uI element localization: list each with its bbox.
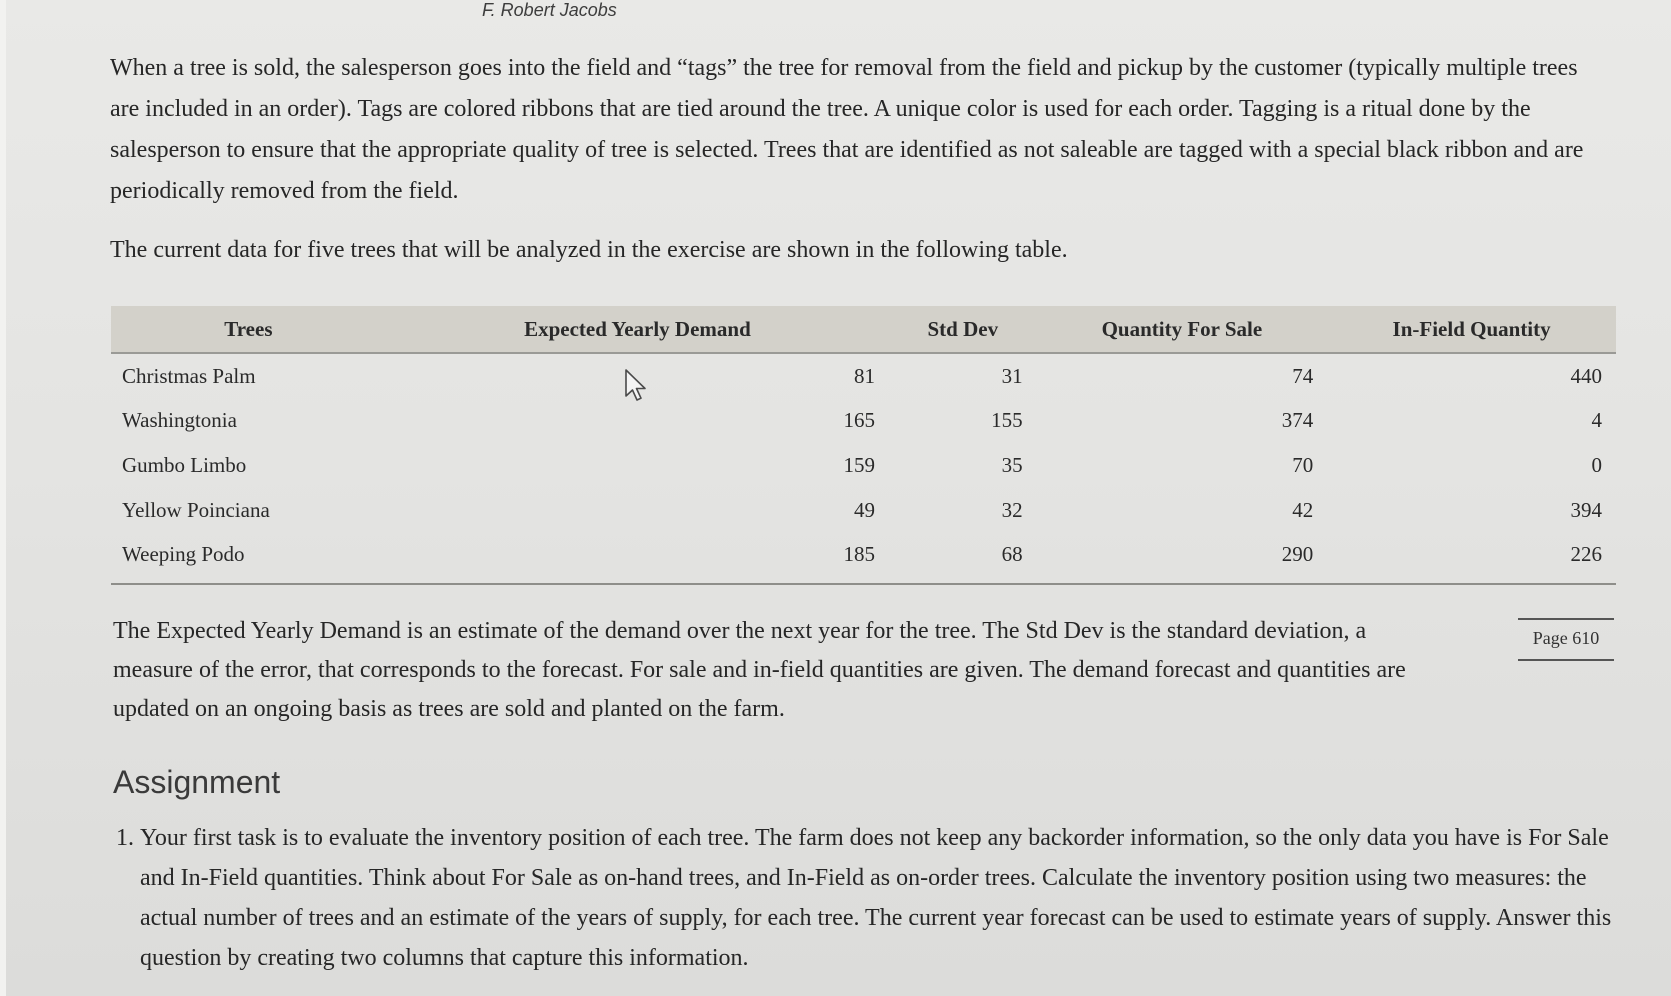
- table-row: [111, 443, 1616, 488]
- cell-for-sale: 74: [1292, 363, 1314, 388]
- mouse-pointer-icon: [624, 368, 648, 402]
- cell-tree-name: Weeping Podo: [111, 532, 386, 584]
- cell-std-dev: 31: [1001, 363, 1023, 388]
- header-expected-yearly-demand: Expected Yearly Demand: [386, 306, 889, 353]
- cell-tree-name: Yellow Poinciana: [122, 497, 270, 522]
- header-quantity-for-sale: Quantity For Sale: [1037, 306, 1328, 353]
- header-std-dev: Std Dev: [889, 306, 1037, 353]
- cell-in-field: 0: [1591, 452, 1602, 477]
- table-row: [111, 353, 1616, 399]
- paragraph-demand-explanation: The Expected Yearly Demand is an estimate of the demand over the next year for the tree. The Std Dev is the standard deviation, a measure of the error, that corresponds to the forecast. For sale and in-field quantities are given. The demand forecast and quantities are updated on an ongoing basis as trees are sold and planted on the farm.: [113, 618, 1406, 722]
- running-header-author: F. Robert Jacobs: [482, 0, 617, 20]
- cell-expected-demand: 185: [386, 532, 889, 584]
- paragraph-tagging: When a tree is sold, the salesperson goes into the field and “tags” the tree for removal from the field and pickup by the customer (typically multiple trees are included in an order). Tags are colored ribbons that are tied around the tree. A unique color is used for each order. Tagging is a ritual done by the salesperson to ensure that the appropriate quality of tree is selected. Trees that are identified as not saleable are tagged with a special black ribbon and are periodically removed from the field.: [110, 55, 1584, 204]
- cell-std-dev: 68: [889, 532, 1037, 584]
- header-in-field-quantity: In-Field Quantity: [1327, 306, 1616, 353]
- cell-expected-demand: 49: [854, 497, 875, 522]
- cell-expected-demand: 165: [843, 408, 875, 433]
- tree-data-table: [111, 306, 1616, 585]
- cell-in-field: 4: [1591, 408, 1602, 433]
- cell-in-field: 226: [1327, 532, 1616, 584]
- cell-std-dev: 35: [1001, 452, 1023, 477]
- page-number-marker: Page 610: [1518, 618, 1614, 661]
- assignment-heading: Assignment: [113, 764, 281, 800]
- table-header-row: [111, 306, 1616, 353]
- list-item: 1. Your first task is to evaluate the inventory position of each tree. The farm does not keep any backorder information, so the only data you have is For Sale and In-Field quantities. Think about For Sale as on-hand trees, and In-Field as on-order trees. Calculate the inventory position using two measures: the actual number of trees and an estimate of the years of supply, for each tree. The current year forecast can be used to estimate years of supply. Answer this question by creating two columns that capture this information.: [140, 818, 1620, 978]
- table-row: [111, 488, 1616, 533]
- cell-for-sale: 290: [1037, 532, 1328, 584]
- table-row: [111, 399, 1616, 444]
- cell-in-field: 440: [1570, 363, 1602, 388]
- page-edge: [0, 0, 6, 996]
- cell-expected-demand: 159: [843, 452, 875, 477]
- cell-for-sale: 70: [1292, 452, 1314, 477]
- cell-in-field: 394: [1570, 497, 1602, 522]
- cell-std-dev: 32: [1001, 497, 1023, 522]
- cell-expected-demand: 81: [854, 363, 875, 388]
- cell-tree-name: Gumbo Limbo: [122, 452, 247, 477]
- table-row: [111, 532, 1616, 584]
- assignment-task-list: [112, 818, 1620, 978]
- cell-for-sale: 42: [1292, 497, 1314, 522]
- cell-for-sale: 374: [1281, 408, 1314, 433]
- paragraph-table-intro: The current data for five trees that will be analyzed in the exercise are shown in the following table.: [110, 237, 1068, 263]
- cell-tree-name: Christmas Palm: [122, 363, 256, 388]
- header-trees: Trees: [111, 306, 386, 353]
- cell-std-dev: 155: [991, 408, 1023, 433]
- cell-tree-name: Washingtonia: [122, 408, 237, 433]
